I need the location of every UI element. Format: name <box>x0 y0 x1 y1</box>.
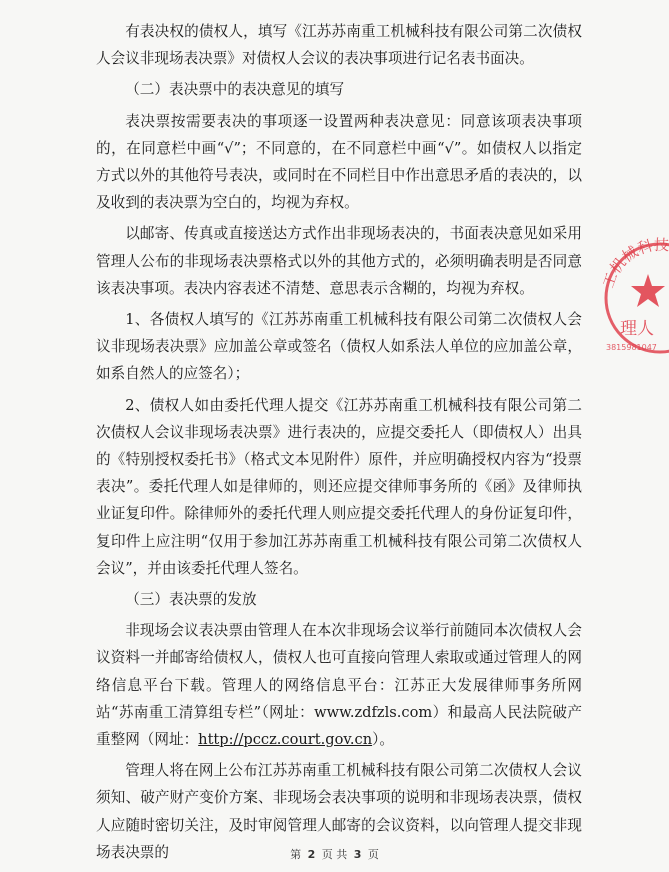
paragraph-item-1: 1、各债权人填写的《江苏苏南重工机械科技有限公司第二次债权人会议非现场表决票》应加盖公章或签名（债权人如系法人单位的应加盖公章，如系自然人的应签名）； <box>96 311 582 383</box>
svg-text:工机械科技 <box>599 236 669 290</box>
court-website-link[interactable]: http://pccz.court.gov.cn <box>198 731 373 749</box>
footer-prefix: 第 <box>290 848 302 861</box>
paragraph-announcement: 管理人将在网上公布江苏苏南重工机械科技有限公司第二次债权人会议须知、破产财产变价方案、非现场会表决事项的说明和非现场表决票，债权人应随时密切关注，及时审阅管理人邮寄的会议资料，以向管理人提交非现场表决票的 <box>96 762 582 861</box>
document-body <box>96 18 582 870</box>
official-seal-stamp <box>598 236 669 354</box>
seal-top-text: 工机械科技 <box>599 236 669 291</box>
distribution-text: 非现场会议表决票由管理人在本次非现场会议举行前随同本次债权人会议资料一并邮寄给债权人，债权人也可直接向管理人索取或通过管理人的网络信息平台下载。管理人的网络信息平台：江苏正大发展律师事务所网站“苏南重工清算组专栏”（网址：www.zdfzls.com）和最高人民法院破产重整网（网址： <box>96 622 582 749</box>
seal-star-icon <box>631 274 665 307</box>
footer-page-number: 2 <box>307 848 316 861</box>
paragraph-distribution <box>96 617 582 753</box>
footer-total-pages: 3 <box>353 848 362 861</box>
section-heading-2: （二）表决票中的表决意见的填写 <box>125 81 345 99</box>
footer-suffix: 页 <box>367 848 379 861</box>
footer-middle: 页 共 <box>321 848 348 861</box>
section-heading-3: （三）表决票的发放 <box>125 591 257 609</box>
paragraph-intro: 有表决权的债权人，填写《江苏苏南重工机械科技有限公司第二次债权人会议非现场表决票》对债权人会议的表决事项进行记名表书面决。 <box>96 23 582 68</box>
paragraph-vote-options: 表决票按需要表决的事项逐一设置两种表决意见：同意该项表决事项的，在同意栏中画“√”；不同意的，在不同意栏中画“√”。如债权人以指定方式以外的其他符号表决，或同时在不同栏目中作出意思矛盾的表决的，以及收到的表决票为空白的，均视为弃权。 <box>96 112 582 212</box>
distribution-tail: ）。 <box>372 731 394 749</box>
paragraph-offsite-vote: 以邮寄、传真或直接送达方式作出非现场表决的，书面表决意见如采用管理人公布的非现场表决票格式以外的其他方式的，必须明确表明是否同意该表决事项。表决内容表述不清楚、意思表示含糊的，均视为弃权。 <box>96 225 582 297</box>
paragraph-item-2: 2、债权人如由委托代理人提交《江苏苏南重工机械科技有限公司第二次债权人会议非现场表决票》进行表决的，应提交委托人（即债权人）出具的《特别授权委托书》（格式文本见附件）原件，并应明确授权内容为“投票表决”。委托代理人如是律师的，则还应提交律师事务所的《函》及律师执业证复印件。除律师外的委托代理人则应提交委托代理人的身份证复印件，复印件上应注明“仅用于参加江苏苏南重工机械科技有限公司第二次债权人会议”，并由该委托代理人签名。 <box>96 396 582 577</box>
seal-bottom-text: 理人 <box>620 319 654 339</box>
seal-number: 3815981047 <box>606 343 657 352</box>
page-footer <box>0 846 669 862</box>
